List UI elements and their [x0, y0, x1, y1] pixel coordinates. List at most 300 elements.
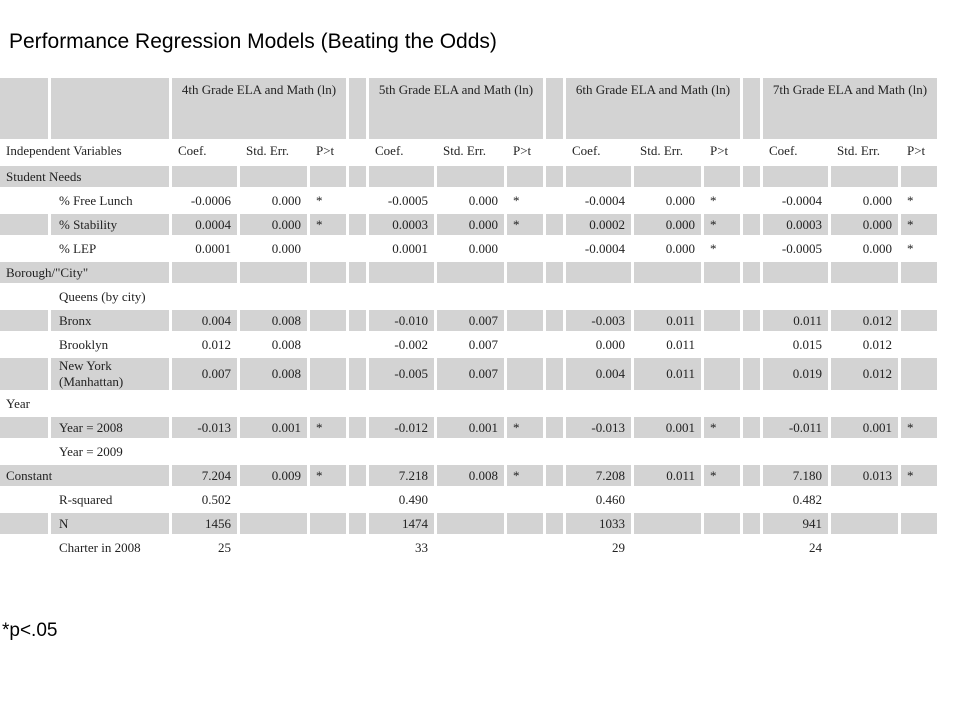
p-cell [901, 331, 937, 355]
column-header-coef: Coef. [369, 139, 434, 163]
significance-footnote: *p<.05 [2, 620, 58, 641]
column-gap [743, 331, 760, 355]
column-gap [349, 462, 366, 486]
coef-cell: 1456 [172, 510, 237, 534]
section-label: Borough/"City" [0, 259, 169, 283]
column-header-p: P>t [310, 139, 346, 163]
coef-cell: 0.0003 [763, 211, 828, 235]
p-cell: * [507, 414, 543, 438]
coef-cell: 0.004 [172, 307, 237, 331]
coef-cell: 1474 [369, 510, 434, 534]
column-header-std-err: Std. Err. [437, 139, 504, 163]
coef-cell: 0.490 [369, 486, 434, 510]
table-row [0, 462, 937, 486]
row-label: Year = 2008 [51, 414, 169, 438]
row-label: New York (Manhattan) [51, 355, 169, 390]
column-gap [743, 139, 760, 163]
p-cell [704, 486, 740, 510]
column-header-p: P>t [507, 139, 543, 163]
coef-cell: 0.019 [763, 355, 828, 390]
row-label: % Free Lunch [51, 187, 169, 211]
p-cell: * [901, 187, 937, 211]
std-err-cell: 0.007 [437, 331, 504, 355]
p-cell [704, 510, 740, 534]
std-err-cell: 0.008 [240, 331, 307, 355]
indent-cell [0, 307, 48, 331]
coef-cell: -0.0005 [369, 187, 434, 211]
std-err-cell: 0.000 [634, 211, 701, 235]
p-cell [507, 534, 543, 558]
column-gap [349, 187, 366, 211]
std-err-cell: 0.000 [240, 187, 307, 211]
p-cell [507, 486, 543, 510]
p-cell [310, 510, 346, 534]
std-err-cell [240, 534, 307, 558]
std-err-cell: 0.000 [437, 211, 504, 235]
coef-cell: -0.0004 [763, 187, 828, 211]
table-row [0, 331, 937, 355]
p-cell: * [901, 414, 937, 438]
p-cell: * [507, 187, 543, 211]
table-row [0, 486, 937, 510]
p-cell: * [310, 414, 346, 438]
std-err-cell [240, 390, 307, 414]
coef-cell: 0.004 [566, 355, 631, 390]
p-cell [310, 283, 346, 307]
std-err-cell [240, 259, 307, 283]
std-err-cell [634, 163, 701, 187]
column-header-std-err: Std. Err. [831, 139, 898, 163]
coef-cell: -0.005 [369, 355, 434, 390]
p-cell [901, 163, 937, 187]
p-cell [507, 438, 543, 462]
p-cell: * [704, 235, 740, 259]
coef-cell: 0.0001 [172, 235, 237, 259]
std-err-cell: 0.008 [240, 307, 307, 331]
column-header-p: P>t [704, 139, 740, 163]
p-cell: * [507, 462, 543, 486]
column-gap [743, 355, 760, 390]
column-gap [743, 486, 760, 510]
column-gap [349, 139, 366, 163]
std-err-cell [831, 283, 898, 307]
p-cell: * [704, 211, 740, 235]
coef-cell [763, 390, 828, 414]
column-gap [546, 414, 563, 438]
column-gap [743, 510, 760, 534]
p-cell [507, 355, 543, 390]
std-err-cell: 0.001 [634, 414, 701, 438]
indent-cell [0, 235, 48, 259]
column-gap [546, 307, 563, 331]
coef-cell [369, 283, 434, 307]
table-row [0, 283, 937, 307]
p-cell [310, 355, 346, 390]
indent-cell [0, 283, 48, 307]
std-err-cell [240, 510, 307, 534]
table-row [0, 235, 937, 259]
column-gap [349, 78, 366, 139]
std-err-cell [831, 390, 898, 414]
std-err-cell: 0.008 [437, 462, 504, 486]
column-gap [743, 78, 760, 139]
std-err-cell: 0.001 [831, 414, 898, 438]
coef-cell: 0.011 [763, 307, 828, 331]
column-gap [546, 462, 563, 486]
column-gap [349, 331, 366, 355]
column-gap [743, 414, 760, 438]
section-label: Student Needs [0, 163, 169, 187]
coef-cell: 941 [763, 510, 828, 534]
std-err-cell: 0.000 [240, 235, 307, 259]
coef-cell: -0.013 [172, 414, 237, 438]
coef-cell [369, 438, 434, 462]
coef-cell [566, 438, 631, 462]
p-cell [901, 486, 937, 510]
std-err-cell: 0.012 [831, 355, 898, 390]
page-title: Performance Regression Models (Beating the Odds) [9, 30, 497, 53]
p-cell [901, 534, 937, 558]
column-gap [349, 283, 366, 307]
indent-cell [0, 486, 48, 510]
column-gap [546, 331, 563, 355]
indent-cell [0, 211, 48, 235]
p-cell: * [901, 211, 937, 235]
coef-cell [369, 390, 434, 414]
indent-cell [0, 331, 48, 355]
p-cell [310, 438, 346, 462]
column-gap [743, 235, 760, 259]
column-gap [546, 163, 563, 187]
grade-header-row [0, 78, 937, 139]
p-cell [507, 235, 543, 259]
column-gap [546, 355, 563, 390]
column-gap [546, 211, 563, 235]
p-cell [310, 534, 346, 558]
std-err-cell [831, 259, 898, 283]
std-err-cell [634, 390, 701, 414]
column-gap [349, 510, 366, 534]
coef-cell [172, 283, 237, 307]
column-gap [546, 259, 563, 283]
p-cell: * [507, 211, 543, 235]
column-gap [743, 187, 760, 211]
coef-cell: 29 [566, 534, 631, 558]
std-err-cell [437, 438, 504, 462]
std-err-cell [634, 283, 701, 307]
indent-cell [0, 187, 48, 211]
indent-cell [0, 510, 48, 534]
column-gap [349, 163, 366, 187]
std-err-cell [240, 438, 307, 462]
column-gap [349, 211, 366, 235]
coef-cell: -0.012 [369, 414, 434, 438]
p-cell [704, 259, 740, 283]
column-header-coef: Coef. [566, 139, 631, 163]
coef-cell [763, 259, 828, 283]
coef-cell: -0.003 [566, 307, 631, 331]
p-cell [310, 235, 346, 259]
p-cell: * [704, 462, 740, 486]
coef-cell: 7.180 [763, 462, 828, 486]
std-err-cell: 0.013 [831, 462, 898, 486]
p-cell [310, 486, 346, 510]
p-cell [310, 163, 346, 187]
column-gap [546, 139, 563, 163]
p-cell [507, 283, 543, 307]
column-gap [546, 534, 563, 558]
std-err-cell [634, 534, 701, 558]
std-err-cell [831, 510, 898, 534]
std-err-cell: 0.007 [437, 355, 504, 390]
coef-cell: 1033 [566, 510, 631, 534]
table-row [0, 355, 937, 390]
p-cell [704, 307, 740, 331]
regression-table [0, 78, 940, 558]
grade-header: 4th Grade ELA and Math (ln) [172, 78, 346, 139]
p-cell [507, 163, 543, 187]
std-err-cell [437, 510, 504, 534]
p-cell [704, 390, 740, 414]
table-row [0, 534, 937, 558]
p-cell [901, 259, 937, 283]
std-err-cell: 0.000 [831, 211, 898, 235]
std-err-cell: 0.011 [634, 355, 701, 390]
coef-cell [763, 283, 828, 307]
coef-cell: 0.000 [566, 331, 631, 355]
column-gap [349, 307, 366, 331]
coef-cell: 25 [172, 534, 237, 558]
coef-cell: 0.502 [172, 486, 237, 510]
p-cell [310, 259, 346, 283]
column-gap [349, 259, 366, 283]
coef-cell [566, 163, 631, 187]
indent-cell [0, 414, 48, 438]
p-cell [901, 307, 937, 331]
p-cell [704, 283, 740, 307]
section-label: Year [0, 390, 169, 414]
table-row [0, 187, 937, 211]
coef-cell [369, 259, 434, 283]
std-err-cell [240, 486, 307, 510]
std-err-cell [240, 163, 307, 187]
column-gap [546, 438, 563, 462]
column-gap [546, 78, 563, 139]
std-err-cell [437, 390, 504, 414]
column-gap [743, 211, 760, 235]
p-cell [507, 307, 543, 331]
column-gap [349, 390, 366, 414]
p-cell [704, 331, 740, 355]
coef-cell: -0.002 [369, 331, 434, 355]
p-cell [310, 307, 346, 331]
column-gap [743, 259, 760, 283]
coef-cell [763, 438, 828, 462]
p-cell: * [310, 187, 346, 211]
p-cell [704, 163, 740, 187]
p-cell [704, 355, 740, 390]
coef-cell [566, 283, 631, 307]
std-err-cell: 0.011 [634, 307, 701, 331]
column-gap [546, 187, 563, 211]
column-gap [349, 355, 366, 390]
std-err-cell: 0.001 [240, 414, 307, 438]
table-row [0, 163, 937, 187]
coef-cell: 0.0001 [369, 235, 434, 259]
coef-cell: 0.0003 [369, 211, 434, 235]
std-err-cell [240, 283, 307, 307]
column-gap [546, 235, 563, 259]
column-header-variables: Independent Variables [0, 139, 169, 163]
coef-cell: 0.460 [566, 486, 631, 510]
row-label: R-squared [51, 486, 169, 510]
std-err-cell: 0.012 [831, 307, 898, 331]
std-err-cell [634, 438, 701, 462]
blank-cell [0, 78, 48, 139]
std-err-cell [437, 486, 504, 510]
std-err-cell [831, 438, 898, 462]
table-row [0, 438, 937, 462]
std-err-cell: 0.007 [437, 307, 504, 331]
column-gap [743, 307, 760, 331]
p-cell [310, 331, 346, 355]
p-cell [507, 510, 543, 534]
coef-cell: 0.0002 [566, 211, 631, 235]
coef-cell: 0.007 [172, 355, 237, 390]
coef-cell [172, 438, 237, 462]
p-cell: * [704, 414, 740, 438]
std-err-cell: 0.000 [240, 211, 307, 235]
std-err-cell: 0.011 [634, 462, 701, 486]
grade-header: 5th Grade ELA and Math (ln) [369, 78, 543, 139]
coef-cell: 0.015 [763, 331, 828, 355]
column-gap [546, 390, 563, 414]
column-gap [349, 438, 366, 462]
p-cell [704, 534, 740, 558]
column-gap [743, 438, 760, 462]
coef-cell: 7.208 [566, 462, 631, 486]
table-row [0, 259, 937, 283]
p-cell [310, 390, 346, 414]
std-err-cell [634, 259, 701, 283]
coef-cell: -0.011 [763, 414, 828, 438]
column-gap [743, 534, 760, 558]
p-cell [901, 390, 937, 414]
column-header-coef: Coef. [763, 139, 828, 163]
column-gap [349, 235, 366, 259]
coef-cell: 7.204 [172, 462, 237, 486]
coef-cell [566, 390, 631, 414]
indent-cell [0, 438, 48, 462]
p-cell: * [704, 187, 740, 211]
p-cell: * [901, 462, 937, 486]
column-header-row [0, 139, 937, 163]
p-cell [901, 283, 937, 307]
section-label: Constant [0, 462, 169, 486]
column-gap [546, 510, 563, 534]
std-err-cell: 0.000 [634, 235, 701, 259]
column-gap [349, 534, 366, 558]
p-cell: * [901, 235, 937, 259]
p-cell [901, 355, 937, 390]
column-header-std-err: Std. Err. [240, 139, 307, 163]
row-label: Brooklyn [51, 331, 169, 355]
column-gap [349, 414, 366, 438]
column-header-p: P>t [901, 139, 937, 163]
std-err-cell [634, 486, 701, 510]
grade-header: 6th Grade ELA and Math (ln) [566, 78, 740, 139]
std-err-cell: 0.012 [831, 331, 898, 355]
blank-cell [51, 78, 169, 139]
p-cell [507, 390, 543, 414]
row-label: Year = 2009 [51, 438, 169, 462]
std-err-cell [437, 534, 504, 558]
coef-cell: 7.218 [369, 462, 434, 486]
std-err-cell: 0.000 [437, 187, 504, 211]
coef-cell: -0.0004 [566, 187, 631, 211]
p-cell: * [310, 462, 346, 486]
std-err-cell: 0.000 [831, 235, 898, 259]
std-err-cell: 0.009 [240, 462, 307, 486]
row-label: Charter in 2008 [51, 534, 169, 558]
coef-cell: 0.012 [172, 331, 237, 355]
grade-header: 7th Grade ELA and Math (ln) [763, 78, 937, 139]
p-cell: * [310, 211, 346, 235]
column-gap [546, 486, 563, 510]
coef-cell: -0.0006 [172, 187, 237, 211]
column-header-std-err: Std. Err. [634, 139, 701, 163]
coef-cell: -0.010 [369, 307, 434, 331]
coef-cell: 24 [763, 534, 828, 558]
coef-cell [369, 163, 434, 187]
column-gap [743, 163, 760, 187]
coef-cell [172, 163, 237, 187]
table-row [0, 307, 937, 331]
p-cell [901, 438, 937, 462]
column-gap [349, 486, 366, 510]
row-label: % LEP [51, 235, 169, 259]
std-err-cell [831, 163, 898, 187]
row-label: N [51, 510, 169, 534]
column-gap [743, 283, 760, 307]
coef-cell: -0.013 [566, 414, 631, 438]
std-err-cell: 0.001 [437, 414, 504, 438]
std-err-cell: 0.000 [437, 235, 504, 259]
std-err-cell [831, 486, 898, 510]
std-err-cell [437, 259, 504, 283]
coef-cell [566, 259, 631, 283]
std-err-cell: 0.000 [831, 187, 898, 211]
p-cell [507, 331, 543, 355]
coef-cell: -0.0004 [566, 235, 631, 259]
std-err-cell [634, 510, 701, 534]
coef-cell [172, 390, 237, 414]
column-gap [743, 390, 760, 414]
std-err-cell [437, 163, 504, 187]
indent-cell [0, 534, 48, 558]
coef-cell [763, 163, 828, 187]
column-gap [743, 462, 760, 486]
p-cell [901, 510, 937, 534]
table-row [0, 211, 937, 235]
table-row [0, 390, 937, 414]
std-err-cell: 0.000 [634, 187, 701, 211]
std-err-cell [831, 534, 898, 558]
std-err-cell [437, 283, 504, 307]
indent-cell [0, 355, 48, 390]
std-err-cell: 0.011 [634, 331, 701, 355]
column-gap [546, 283, 563, 307]
